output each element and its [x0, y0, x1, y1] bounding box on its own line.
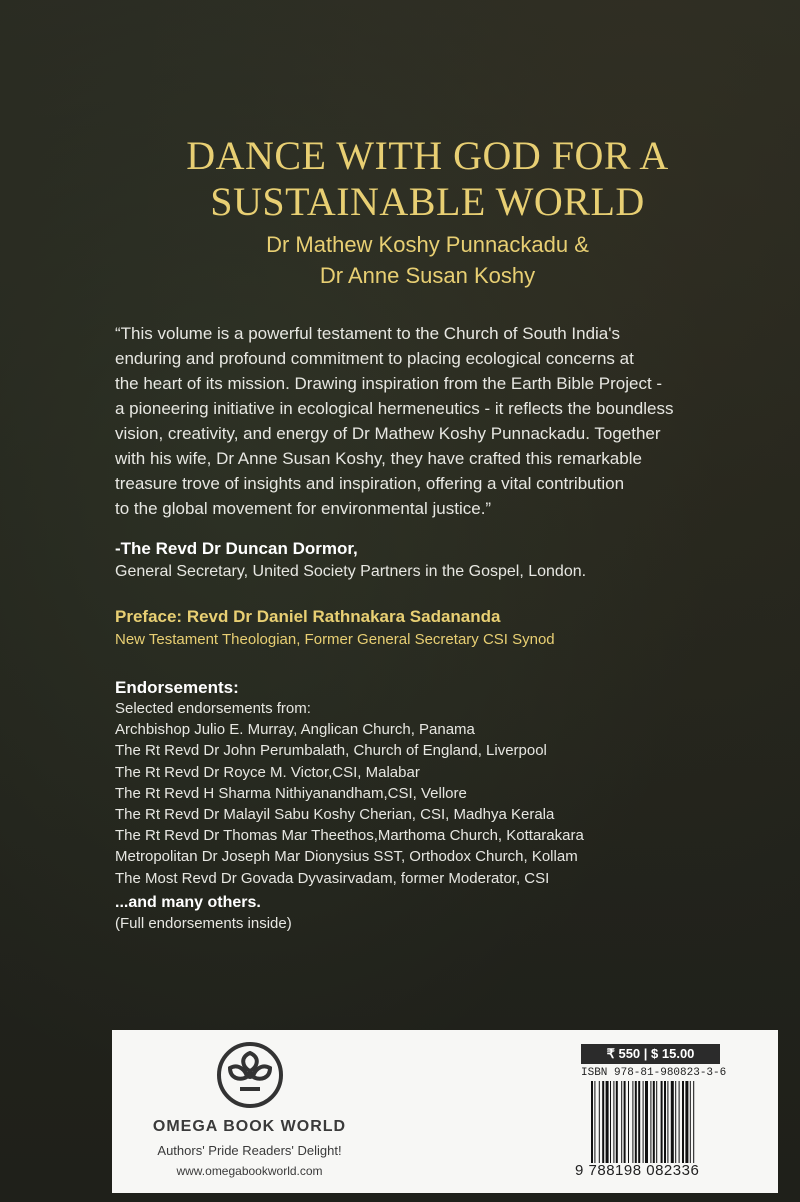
preface-label: Preface: Revd Dr Daniel Rathnakara Sadananda: [115, 607, 501, 626]
publisher-name: OMEGA BOOK WORLD: [152, 1118, 347, 1135]
endorsement-item: Archbishop Julio E. Murray, Anglican Church, Panama: [115, 721, 475, 739]
endorsement-item: The Rt Revd Dr John Perumbalath, Church of England, Liverpool: [115, 742, 547, 760]
endorsements-more: ...and many others.: [115, 894, 261, 911]
endorsement-item: The Most Revd Dr Govada Dyvasirvadam, former Moderator, CSI: [115, 869, 550, 887]
quote-line: to the global movement for environmental justice.”: [115, 499, 492, 518]
publisher-panel: [112, 1030, 778, 1193]
publisher-tagline: Authors' Pride Readers' Delight!: [157, 1143, 342, 1158]
endorsements-note: (Full endorsements inside): [115, 915, 292, 932]
publisher-url: www.omegabookworld.com: [176, 1164, 323, 1178]
quote-line: treasure trove of insights and inspiration, offering a vital contribution: [115, 474, 625, 493]
author-line: Dr Anne Susan Koshy: [319, 263, 536, 288]
endorsement-item: Selected endorsements from:: [115, 700, 311, 717]
author-line: Dr Mathew Koshy Punnackadu &: [266, 232, 589, 257]
quote-attribution-role: General Secretary, United Society Partners in the Gospel, London.: [115, 563, 587, 580]
barcode-digits: 9 788198 082336: [575, 1162, 700, 1179]
endorsement-item: The Rt Revd Dr Thomas Mar Theethos,Marthoma Church, Kottarakara: [115, 827, 584, 845]
quote-line: with his wife, Dr Anne Susan Koshy, they have crafted this remarkable: [115, 449, 642, 468]
endorsements-heading: Endorsements:: [115, 678, 239, 697]
omega-triskelion-icon: [216, 1041, 284, 1109]
endorsement-quote: [115, 321, 775, 521]
isbn-label: ISBN 978-81-980823-3-6: [581, 1067, 727, 1079]
quote-line: vision, creativity, and energy of Dr Mathew Koshy Punnackadu. Together: [115, 424, 661, 443]
quote-line: the heart of its mission. Drawing inspiration from the Earth Bible Project -: [115, 374, 663, 393]
endorsement-item: The Rt Revd Dr Royce M. Victor,CSI, Malabar: [115, 763, 420, 781]
quote-line: “This volume is a powerful testament to the Church of South India's: [115, 324, 620, 343]
book-authors: [0, 229, 800, 291]
preface-role: New Testament Theologian, Former General Secretary CSI Synod: [115, 631, 555, 648]
quote-attribution-name: -The Revd Dr Duncan Dormor,: [115, 539, 358, 558]
endorsements-list: [115, 698, 785, 889]
endorsement-item: The Rt Revd H Sharma Nithiyanandham,CSI, Vellore: [115, 784, 467, 802]
book-title-line: DANCE WITH GOD FOR A: [186, 133, 669, 178]
quote-line: enduring and profound commitment to placing ecological concerns at: [115, 349, 634, 368]
endorsement-item: The Rt Revd Dr Malayil Sabu Koshy Cherian, CSI, Madhya Kerala: [115, 806, 555, 824]
barcode-icon: [589, 1081, 734, 1163]
quote-line: a pioneering initiative in ecological hermeneutics - it reflects the boundless: [115, 399, 674, 418]
endorsement-item: Metropolitan Dr Joseph Mar Dionysius SST, Orthodox Church, Kollam: [115, 848, 578, 866]
book-title: [0, 133, 800, 225]
price-tag: ₹ 550 | $ 15.00: [581, 1044, 720, 1064]
book-title-line: SUSTAINABLE WORLD: [210, 179, 645, 224]
